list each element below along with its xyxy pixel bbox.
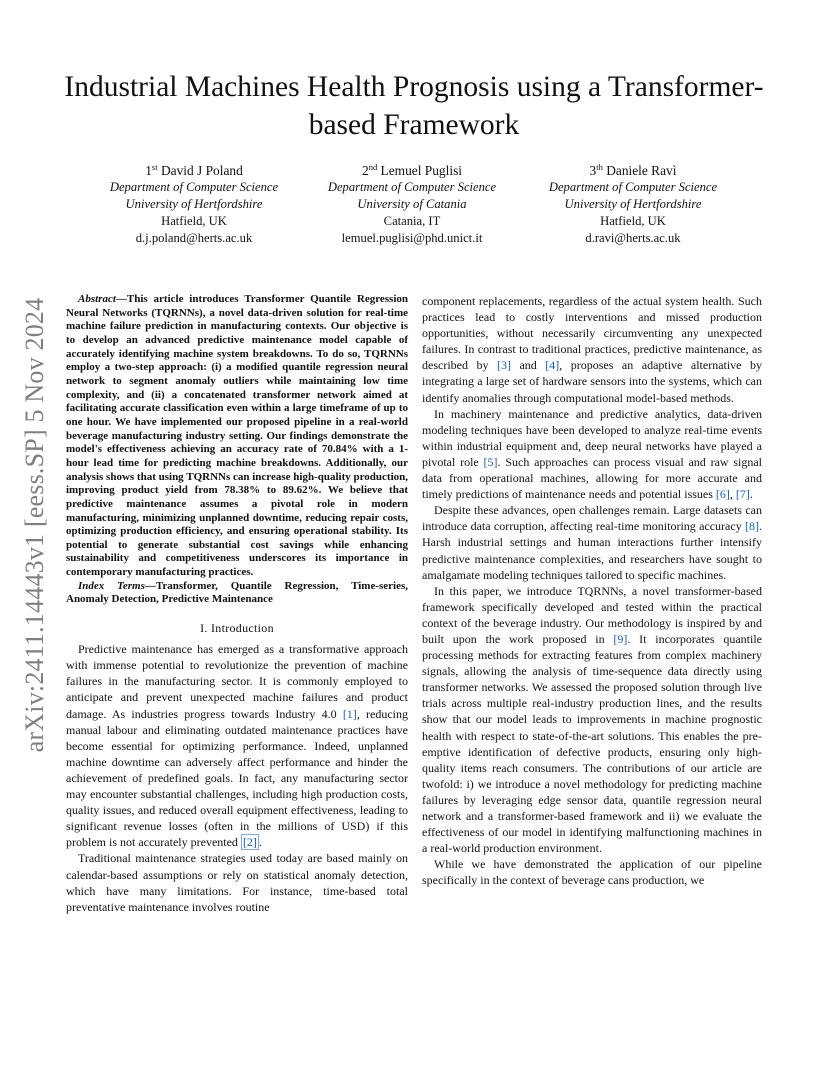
index-terms: Index Terms—Transformer, Quantile Regression, Time-series, Anomaly Detection, Predictive Maintenance [66,579,408,606]
paper-title: Industrial Machines Health Prognosis using a Transformer-based Framework [64,71,764,141]
intro-paragraph-4: In machinery maintenance and predictive analytics, data-driven modeling techniques have been developed to analyze real-time events within industrial equipment and, deep neural networks have played a pivotal role [5]. Such approaches can process visual and raw signal data from operational machines, allowing for more accurate and timely predictions of maintenance needs and potential issues [6], [7]. [422,406,763,502]
author-location: Hatfield, UK [161,214,227,228]
author-department: Department of Computer Science [327,180,497,194]
author-location: Catania, IT [383,214,441,228]
arxiv-id-text: arXiv:2411.14443v1 [eess.SP] 5 Nov 2024 [20,297,49,753]
author-3: 3th Daniele Ravì Department of Computer Science University of Hertfordshire Hatfield, UK d.ravi@herts.ac.uk [513,162,753,247]
intro-paragraph-3: component replacements, regardless of the actual system health. Such practices lead to costly interventions and missed production opportunities, without necessarily circumventing any unexpected failures. In contrast to traditional practices, predictive maintenance, as described by [3] and [4], proposes an adaptive alternative by integrating a large set of hardware sensors into the systems, which can identify anomalies through computational model-based methods. [422,294,763,405]
citation-link[interactable]: [1] [342,706,357,721]
author-name: Daniele Ravì [606,163,677,178]
intro-paragraph-6: In this paper, we introduce TQRNNs, a novel transformer-based framework specifically developed and tested within the practical context of the beverage industry. Our methodology is inspired by and built upon the work proposed in [9]. It incorporates quantile processing methods for extracting features from complex machinery signals, allowing the analysis of time-sequence data directly using transformer networks. We assessed the proposed solution through live trials across multiple real-industry production lines, and the results show that our model leads to improvements in machine prognostic health with respect to state-of-the-art solutions. This enables the pre-emptive identification of defective products, ensuring only high-quality items reach consumers. The contributions of our article are twofold: i) we introduce a novel methodology for predicting machine failures by leveraging edge sensor data, quantile regression neural network and a transformer-based framework and ii) we evaluate the effectiveness of our model in identifying malfunctioning machines in a real-world production environment. [422,583,763,856]
author-email: d.ravi@herts.ac.uk [585,231,681,245]
citation-link[interactable]: [7] [735,487,750,502]
citation-link[interactable]: [2] [242,835,257,850]
citation-link[interactable]: [6] [715,487,730,502]
author-location: Hatfield, UK [600,214,666,228]
author-email: lemuel.puglisi@phd.unict.it [341,231,483,245]
arxiv-stamp [21,290,49,760]
intro-paragraph-5: Despite these advances, open challenges remain. Large datasets can introduce data corruption, affecting real-time monitoring accuracy [8]. Harsh industrial settings and human interactions further intensify predictive maintenance complexities, and researchers have sought to amalgamate modeling techniques tailored to specific machines. [422,503,762,582]
author-email: d.j.poland@herts.ac.uk [135,231,253,245]
author-department: Department of Computer Science [109,180,279,194]
author-1: 1st David J Poland Department of Computer Science University of Hertfordshire Hatfield, UK d.j.poland@herts.ac.uk [74,162,314,247]
abstract: Abstract—This article introduces Transformer Quantile Regression Neural Networks (TQRNNs), a novel data-driven solution for real-time machine failure prediction in manufacturing contexts. Our objective is to develop an advanced predictive maintenance model capable of accurately identifying machine system breakdowns. To do so, TQRNNs employ a two-step approach: (i) a modified quantile regression neural network to segment anomaly outliers while maintaining low time complexity, and (ii) a concatenated transformer network aimed at facilitating accurate classification even within a large timeframe of up to one hour. We have implemented our proposed pipeline in a real-world beverage manufacturing industry setting. Our findings demonstrate the model's effectiveness achieving an accuracy rate of 70.84% with a 1-hour lead time for predicting machine breakdowns. Additionally, our analysis shows that using TQRNNs can increase high-quality production, improving product yield from 78.38% to 89.62%. We believe that predictive maintenance assumes a pivotal role in modern manufacturing, minimizing unplanned downtime, reducing repair costs, optimizing production efficiency, and ensuring operational stability. Its potential to generate substantial cost savings while enhancing sustainability and competitiveness underscores its importance in contemporary manufacturing practices. [66,293,408,579]
author-university: University of Catania [357,197,467,211]
author-university: University of Hertfordshire [125,197,263,211]
intro-paragraph-2: Traditional maintenance strategies used today are based mainly on calendar-based assumptions or rely on statistical anomaly detection, which have many limitations. For instance, time-based total preventative maintenance involves routine [66,851,408,914]
author-university: University of Hertfordshire [564,197,702,211]
citation-link[interactable]: [3] [496,358,511,373]
citation-link[interactable]: [8] [745,519,759,534]
author-name: David J Poland [160,163,243,178]
citation-link[interactable]: [4] [545,358,560,373]
left-column [66,293,408,915]
citation-link[interactable]: [5] [483,454,498,469]
author-name: Lemuel Puglisi [380,163,463,178]
intro-paragraph-7: While we have demonstrated the application of our pipeline specifically in the context of beverage cans production, we [422,857,762,888]
section-heading-introduction: I. Introduction [200,621,274,636]
intro-paragraph-1: Predictive maintenance has emerged as a transformative approach with immense potential to revolutionize the prevention of machine failures in the manufacturing sector. It is commonly employed to anticipate and prevent unexpected machine failures and product damage. As industries progress towards Industry 4.0 [1], reducing manual labour and eliminating outdated maintenance practices have become essential for optimizing performance. Indeed, unplanned machine downtime can adversely affect performance and hinder the achievement of predefined goals. In fact, any manufacturing sector may encounter substantial challenges, including high production costs, quality issues, and reduced overall equipment effectiveness, leading to significant revenue losses (often in the millions of USD) if this problem is not accurately prevented [2] . [66,642,409,850]
author-department: Department of Computer Science [548,180,718,194]
citation-link[interactable]: [9] [613,631,628,646]
author-2: 2nd Lemuel Puglisi Department of Computer Science University of Catania Catania, IT lemuel.puglisi@phd.unict.it [292,162,532,247]
right-column [422,293,762,888]
